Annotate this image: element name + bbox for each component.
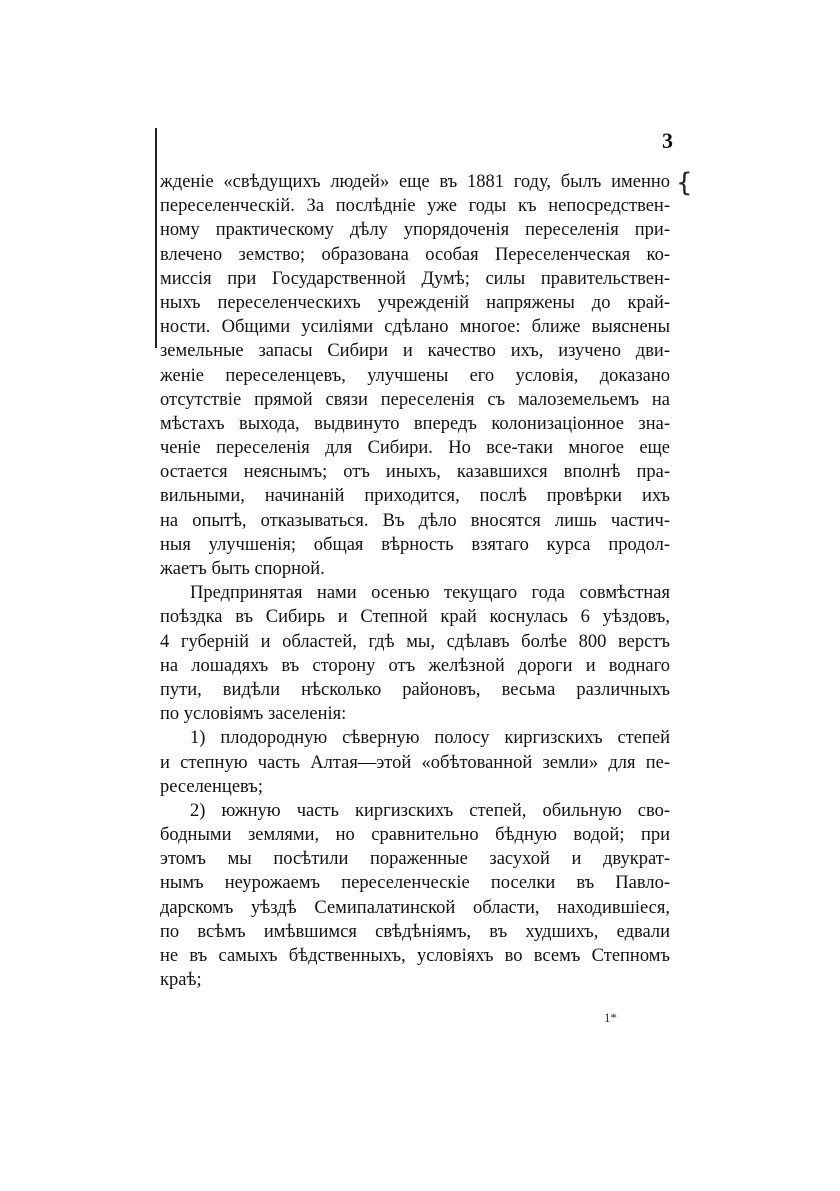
scan-margin-rule bbox=[155, 128, 157, 348]
text-line: влечено земство; образована особая Переселенческая ко- bbox=[160, 244, 670, 265]
text-line: жаетъ быть спорной. bbox=[160, 559, 325, 579]
text-line: краѣ; bbox=[160, 970, 202, 991]
text-line: ныхъ переселенческихъ учрежденій напряжены до край- bbox=[160, 292, 670, 313]
text-line: остается неяснымъ; отъ иныхъ, казавшихся вполнѣ пра- bbox=[160, 462, 670, 483]
text-line: бодными землями, но сравнительно бѣдную водой; при bbox=[160, 825, 670, 846]
text-line: пути, видѣли нѣсколько районовъ, весьма различныхъ bbox=[160, 679, 670, 700]
signature-mark: 1* bbox=[604, 1010, 617, 1025]
text-line: по всѣмъ имѣвшимся свѣдѣніямъ, въ худшихъ, едвали bbox=[160, 921, 670, 942]
text-line: и степную часть Алтая—этой «обѣтованной земли» для пе- bbox=[160, 752, 670, 773]
text-line: ныя улучшенія; общая вѣрность взятаго курса продол- bbox=[160, 534, 670, 555]
text-line: отсутствіе прямой связи переселенія съ малоземельемъ на bbox=[160, 389, 670, 410]
text-line: земельные запасы Сибири и качество ихъ, изучено дви- bbox=[160, 341, 670, 362]
text-line: 2) южную часть киргизскихъ степей, обильную сво- bbox=[190, 800, 670, 821]
text-line: по условіямъ заселенія: bbox=[160, 704, 347, 725]
text-line: 1) плодородную сѣверную полосу киргизскихъ степей bbox=[190, 728, 670, 749]
text-line: женіе переселенцевъ, улучшены его условія, доказано bbox=[160, 365, 670, 386]
body-text bbox=[160, 170, 670, 992]
margin-bracket-mark: { bbox=[676, 168, 693, 198]
text-line: ности. Общими усиліями сдѣлано многое: ближе выяснены bbox=[160, 317, 670, 338]
text-line: на лошадяхъ въ сторону отъ желѣзной дороги и воднаго bbox=[160, 655, 670, 676]
text-line: ченіе переселенія для Сибири. Но все-таки многое еще bbox=[160, 438, 670, 459]
text-line: 4 губерній и областей, гдѣ мы, сдѣлавъ болѣе 800 верстъ bbox=[160, 631, 670, 652]
text-line: на опытѣ, отказываться. Въ дѣло вносятся лишь частич- bbox=[160, 510, 670, 531]
text-line: этомъ мы посѣтили пораженные засухой и двукрат- bbox=[160, 849, 670, 870]
text-line: дарскомъ уѣздѣ Семипалатинской области, находившіеся, bbox=[160, 897, 670, 918]
text-line: миссія при Государственной Думѣ; силы правительствен- bbox=[160, 268, 670, 289]
page-number: 3 bbox=[662, 128, 673, 153]
text-line: поѣздка въ Сибирь и Степной край коснулась 6 уѣздовъ, bbox=[160, 607, 670, 628]
text-line: нымъ неурожаемъ переселенческіе поселки въ Павло- bbox=[160, 873, 670, 894]
text-line: Предпринятая нами осенью текущаго года совмѣстная bbox=[190, 583, 670, 604]
text-line: реселенцевъ; bbox=[160, 776, 264, 797]
text-line: жденіе «свѣдущихъ людей» еще въ 1881 году, былъ именно bbox=[160, 172, 670, 192]
text-line: мѣстахъ выхода, выдвинуто впередъ колонизаціонное зна- bbox=[160, 413, 670, 434]
text-line: не въ самыхъ бѣдственныхъ, условіяхъ во всемъ Степномъ bbox=[160, 946, 670, 966]
text-line: ному практическому дѣлу упорядоченія переселенія при- bbox=[160, 220, 670, 241]
text-line: переселенческій. За послѣдніе уже годы къ непосредствен- bbox=[160, 196, 670, 217]
text-line: вильными, начинаній приходится, послѣ провѣрки ихъ bbox=[160, 486, 670, 507]
